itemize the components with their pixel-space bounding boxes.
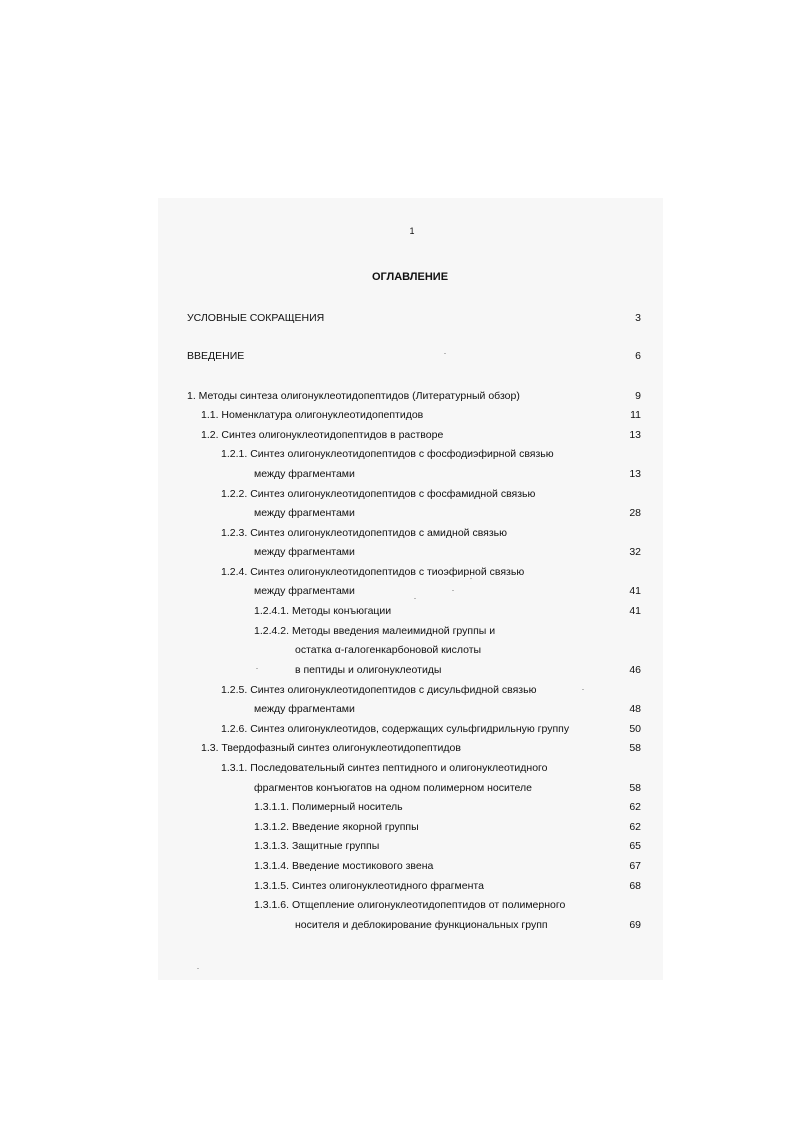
toc-entry-text: 1.3.1. Последовательный синтез пептидного и олигонуклеотидного [221,762,548,774]
toc-entry-page: 41 [629,605,641,617]
toc-entry-page: 69 [629,919,641,931]
toc-entry-text: 1.3.1.2. Введение якорной группы [254,821,419,833]
toc-entry-text: между фрагментами [254,468,355,480]
toc-entry-text: 1.2.4.2. Методы введения малеимидной группы и [254,625,496,637]
toc-entry-text: 1.3.1.5. Синтез олигонуклеотидного фрагмента [254,880,484,892]
toc-entry-page: 50 [629,723,641,735]
toc-entry-text: 1.3.1.1. Полимерный носитель [254,801,403,813]
toc-entry-page: 68 [629,880,641,892]
toc-entry-page: 13 [629,468,641,480]
toc-entry-page: 32 [629,546,641,558]
toc-entry-text: 1.3.1.4. Введение мостикового звена [254,860,434,872]
toc-entry-text: между фрагментами [254,703,355,715]
toc-entry-text: 1.2.5. Синтез олигонуклеотидопептидов с дисульфидной связью [221,684,537,696]
toc-entry-text: остатка α-галогенкарбоновой кислоты [295,644,482,656]
toc-entry-page: 3 [635,312,641,324]
toc-entry-text: 1.1. Номенклатура олигонуклеотидопептидов [201,409,424,421]
toc-entry-text: носителя и деблокирование функциональных групп [295,919,548,931]
toc-entry-page: 28 [629,507,641,519]
toc-entry-page: 13 [629,429,641,441]
toc-entry-page: 62 [629,801,641,813]
toc-entry-text: фрагментов конъюгатов на одном полимерном носителе [254,782,532,794]
toc-entry-page: 65 [629,840,641,852]
toc-entry-text: 1.2.4.1. Методы конъюгации [254,605,392,617]
toc-entry-text: 1.3. Твердофазный синтез олигонуклеотидопептидов [201,742,461,754]
toc-entry-page: 41 [629,585,641,597]
page-number: 1 [409,226,415,236]
toc-entry-text: 1.2.6. Синтез олигонуклеотидов, содержащих сульфгидрильную группу [221,723,570,735]
toc-entry-text: 1.2.1. Синтез олигонуклеотидопептидов с фосфодиэфирной связью [221,448,554,460]
toc-entry-text: между фрагментами [254,585,355,597]
toc-entry-text: между фрагментами [254,546,355,558]
toc-entry-page: 46 [629,664,641,676]
toc-entry-page: 9 [635,390,641,402]
toc-entry-text: 1.3.1.6. Отщепление олигонуклеотидопептидов от полимерного [254,899,566,911]
toc-entry-page: 58 [629,782,641,794]
toc-entry-text: 1.2.2. Синтез олигонуклеотидопептидов с фосфамидной связью [221,488,536,500]
toc-entry-page: 48 [629,703,641,715]
toc-entry-page: 67 [629,860,641,872]
toc-entry-text: в пептиды и олигонуклеотиды [295,664,442,676]
toc-entry-text: 1. Методы синтеза олигонуклеотидопептидов (Литературный обзор) [187,390,520,402]
toc-entry-page: 6 [635,350,641,362]
toc-entry-text: УСЛОВНЫЕ СОКРАЩЕНИЯ [187,312,325,324]
page-title: ОГЛАВЛЕНИЕ [371,271,449,283]
toc-entry-page: 62 [629,821,641,833]
toc-entry-text: 1.2.3. Синтез олигонуклеотидопептидов с амидной связью [221,527,508,539]
toc-entry-text: между фрагментами [254,507,355,519]
toc-entry-text: 1.3.1.3. Защитные группы [254,840,380,852]
toc-entry-text: ВВЕДЕНИЕ [187,350,245,362]
toc-entry-text: 1.2.4. Синтез олигонуклеотидопептидов с тиоэфирной связью [221,566,525,578]
toc-entry-page: 58 [629,742,641,754]
toc-entry-text: 1.2. Синтез олигонуклеотидопептидов в растворе [201,429,444,441]
toc-entry-page: 11 [630,409,641,421]
